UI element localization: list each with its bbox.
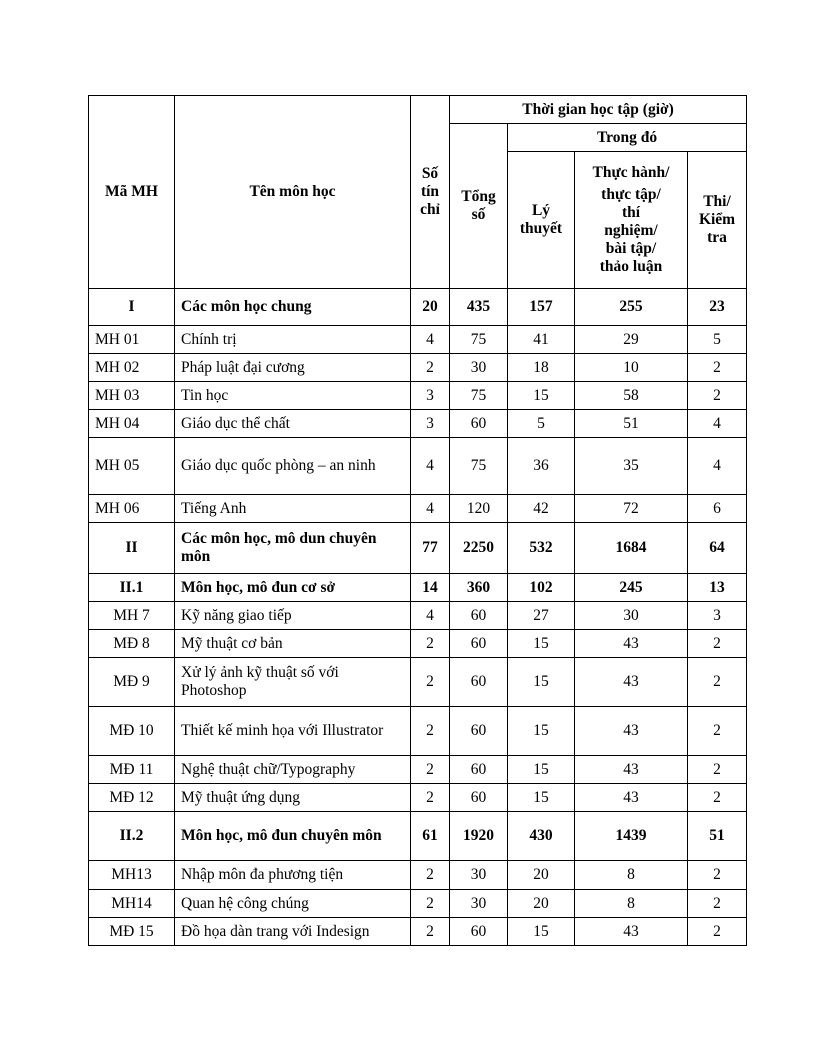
header-so-tin-chi-line: tín (420, 183, 440, 200)
cell-total: 360 (450, 574, 508, 602)
cell-exam: 2 (688, 630, 747, 658)
table-row (89, 382, 747, 410)
cell-practice: 43 (575, 707, 688, 756)
table-row (89, 495, 747, 523)
header-thi-line: Kiểm (698, 211, 736, 228)
cell-total: 60 (450, 707, 508, 756)
cell-code: MH 7 (89, 602, 175, 630)
header-thuc-hanh-line: thảo luận (599, 258, 663, 275)
cell-credits: 20 (411, 289, 450, 326)
cell-code: MH 05 (89, 438, 175, 495)
cell-code: I (89, 289, 175, 326)
header-tong-so (450, 124, 508, 289)
cell-credits: 3 (411, 410, 450, 438)
cell-theory: 532 (508, 523, 575, 574)
cell-theory: 15 (508, 630, 575, 658)
cell-theory: 27 (508, 602, 575, 630)
cell-total: 30 (450, 890, 508, 918)
cell-theory: 42 (508, 495, 575, 523)
cell-practice: 8 (575, 890, 688, 918)
cell-total: 60 (450, 630, 508, 658)
cell-name: Mỹ thuật ứng dụng (175, 784, 411, 812)
cell-name: Tiếng Anh (175, 495, 411, 523)
cell-theory: 20 (508, 890, 575, 918)
cell-name: Tin học (175, 382, 411, 410)
cell-total: 435 (450, 289, 508, 326)
table-row-section (89, 812, 747, 861)
cell-credits: 2 (411, 861, 450, 890)
cell-total: 60 (450, 756, 508, 784)
cell-code: MH 06 (89, 495, 175, 523)
cell-exam: 3 (688, 602, 747, 630)
table-row-section (89, 574, 747, 602)
cell-exam: 51 (688, 812, 747, 861)
cell-name: Giáo dục quốc phòng – an ninh (175, 438, 411, 495)
cell-theory: 157 (508, 289, 575, 326)
header-ly-thuyet-line: Lý (531, 202, 551, 219)
header-thuc-hanh-line: nghiệm/ (604, 222, 658, 239)
cell-name: Thiết kế minh họa với Illustrator (175, 707, 411, 756)
cell-name: Pháp luật đại cương (175, 354, 411, 382)
cell-credits: 2 (411, 630, 450, 658)
cell-practice: 245 (575, 574, 688, 602)
cell-code: MĐ 10 (89, 707, 175, 756)
cell-total: 60 (450, 918, 508, 946)
cell-code: MH14 (89, 890, 175, 918)
cell-credits: 2 (411, 890, 450, 918)
cell-practice: 30 (575, 602, 688, 630)
cell-credits: 3 (411, 382, 450, 410)
cell-code: MĐ 8 (89, 630, 175, 658)
header-thuc-hanh-line: Thực hành/ (592, 164, 670, 181)
cell-practice: 58 (575, 382, 688, 410)
cell-practice: 35 (575, 438, 688, 495)
cell-credits: 4 (411, 326, 450, 354)
header-so-tin-chi-line: chỉ (420, 201, 440, 218)
cell-exam: 5 (688, 326, 747, 354)
cell-code: MH 03 (89, 382, 175, 410)
cell-exam: 2 (688, 354, 747, 382)
table-row (89, 918, 747, 946)
table-row (89, 354, 747, 382)
cell-total: 60 (450, 410, 508, 438)
cell-exam: 2 (688, 756, 747, 784)
cell-practice: 1684 (575, 523, 688, 574)
header-thuc-hanh-line: bài tập/ (605, 240, 657, 257)
table-row (89, 861, 747, 890)
table-row (89, 707, 747, 756)
cell-total: 60 (450, 602, 508, 630)
cell-credits: 4 (411, 602, 450, 630)
table-row (89, 658, 747, 707)
cell-theory: 15 (508, 382, 575, 410)
cell-exam: 2 (688, 707, 747, 756)
header-thuc-hanh-line: thí (621, 204, 641, 221)
cell-theory: 430 (508, 812, 575, 861)
cell-practice: 43 (575, 918, 688, 946)
cell-name: Nhập môn đa phương tiện (175, 861, 411, 890)
cell-name: Môn học, mô đun cơ sở (175, 574, 411, 602)
cell-exam: 2 (688, 918, 747, 946)
table-row-section (89, 289, 747, 326)
cell-practice: 10 (575, 354, 688, 382)
cell-credits: 2 (411, 707, 450, 756)
header-thuc-hanh-line: thực tập/ (601, 186, 661, 203)
table-row (89, 756, 747, 784)
cell-practice: 43 (575, 756, 688, 784)
cell-credits: 77 (411, 523, 450, 574)
cell-name: Kỹ năng giao tiếp (175, 602, 411, 630)
cell-total: 75 (450, 438, 508, 495)
table-row (89, 602, 747, 630)
cell-name: Đồ họa dàn trang với Indesign (175, 918, 411, 946)
header-so-tin-chi (411, 96, 450, 289)
cell-practice: 8 (575, 861, 688, 890)
cell-credits: 2 (411, 354, 450, 382)
cell-code: MĐ 9 (89, 658, 175, 707)
cell-code: MH 04 (89, 410, 175, 438)
cell-name: Mỹ thuật cơ bản (175, 630, 411, 658)
cell-theory: 41 (508, 326, 575, 354)
cell-total: 2250 (450, 523, 508, 574)
cell-exam: 2 (688, 658, 747, 707)
cell-total: 75 (450, 326, 508, 354)
cell-exam: 4 (688, 410, 747, 438)
table-row (89, 326, 747, 354)
header-thuc-hanh (575, 152, 688, 289)
cell-total: 1920 (450, 812, 508, 861)
cell-exam: 23 (688, 289, 747, 326)
cell-exam: 2 (688, 382, 747, 410)
header-ma-mh: Mã MH (89, 96, 175, 289)
cell-practice: 51 (575, 410, 688, 438)
header-ly-thuyet (508, 152, 575, 289)
cell-practice: 29 (575, 326, 688, 354)
cell-code: MH 01 (89, 326, 175, 354)
header-ly-thuyet-line: thuyết (519, 220, 563, 237)
cell-code: II.2 (89, 812, 175, 861)
cell-code: MĐ 15 (89, 918, 175, 946)
cell-exam: 13 (688, 574, 747, 602)
header-tong-so-line: số (471, 206, 486, 223)
cell-total: 120 (450, 495, 508, 523)
cell-theory: 18 (508, 354, 575, 382)
cell-total: 30 (450, 354, 508, 382)
cell-theory: 15 (508, 658, 575, 707)
cell-total: 60 (450, 784, 508, 812)
cell-name: Xử lý ảnh kỹ thuật số với Photoshop (175, 658, 411, 707)
cell-code: II (89, 523, 175, 574)
cell-total: 30 (450, 861, 508, 890)
cell-theory: 15 (508, 918, 575, 946)
cell-code: MĐ 12 (89, 784, 175, 812)
cell-total: 75 (450, 382, 508, 410)
cell-name: Quan hệ công chúng (175, 890, 411, 918)
cell-exam: 2 (688, 784, 747, 812)
cell-practice: 1439 (575, 812, 688, 861)
header-so-tin-chi-line: Số (421, 165, 439, 182)
cell-exam: 2 (688, 861, 747, 890)
cell-total: 60 (450, 658, 508, 707)
cell-theory: 15 (508, 707, 575, 756)
header-thi-kiem-tra (688, 152, 747, 289)
header-tong-so-line: Tổng (461, 188, 496, 205)
header-ten-mon-hoc: Tên môn học (175, 96, 411, 289)
cell-name: Môn học, mô đun chuyên môn (175, 812, 411, 861)
cell-credits: 61 (411, 812, 450, 861)
cell-name: Giáo dục thể chất (175, 410, 411, 438)
header-thoi-gian: Thời gian học tập (giờ) (450, 96, 747, 124)
table-row (89, 890, 747, 918)
table-row-section (89, 523, 747, 574)
cell-name: Các môn học chung (175, 289, 411, 326)
cell-code: II.1 (89, 574, 175, 602)
cell-theory: 102 (508, 574, 575, 602)
cell-credits: 2 (411, 918, 450, 946)
cell-code: MH 02 (89, 354, 175, 382)
cell-exam: 64 (688, 523, 747, 574)
cell-exam: 6 (688, 495, 747, 523)
cell-credits: 14 (411, 574, 450, 602)
cell-name: Các môn học, mô dun chuyên môn (175, 523, 411, 574)
cell-theory: 15 (508, 756, 575, 784)
header-trong-do: Trong đó (508, 124, 747, 152)
cell-practice: 72 (575, 495, 688, 523)
cell-practice: 255 (575, 289, 688, 326)
cell-credits: 4 (411, 495, 450, 523)
cell-theory: 5 (508, 410, 575, 438)
table-row (89, 784, 747, 812)
cell-theory: 20 (508, 861, 575, 890)
cell-exam: 2 (688, 890, 747, 918)
cell-credits: 2 (411, 658, 450, 707)
cell-name: Nghệ thuật chữ/Typography (175, 756, 411, 784)
cell-practice: 43 (575, 630, 688, 658)
table-row (89, 630, 747, 658)
table-row (89, 438, 747, 495)
cell-credits: 2 (411, 756, 450, 784)
header-thi-line: tra (707, 229, 727, 246)
cell-credits: 4 (411, 438, 450, 495)
cell-theory: 36 (508, 438, 575, 495)
cell-practice: 43 (575, 784, 688, 812)
cell-name: Chính trị (175, 326, 411, 354)
cell-theory: 15 (508, 784, 575, 812)
curriculum-table (88, 95, 747, 946)
header-thi-line: Thi/ (703, 193, 731, 210)
cell-code: MH13 (89, 861, 175, 890)
cell-credits: 2 (411, 784, 450, 812)
cell-practice: 43 (575, 658, 688, 707)
cell-code: MĐ 11 (89, 756, 175, 784)
table-row (89, 410, 747, 438)
cell-exam: 4 (688, 438, 747, 495)
